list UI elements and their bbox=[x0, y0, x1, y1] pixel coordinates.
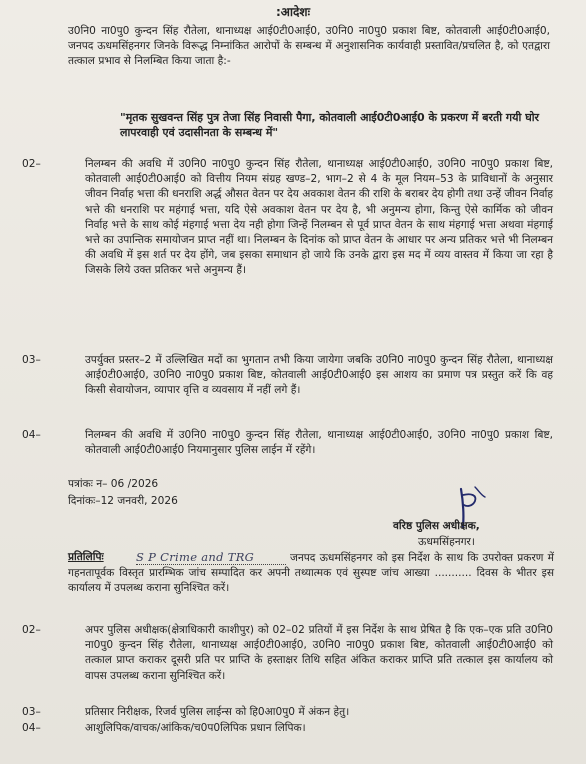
signatory-district: ऊधमसिंहनगर। bbox=[418, 536, 475, 548]
section-text: उपर्युक्त प्रस्तर–2 में उल्लिखित मदों का भुगतान तभी किया जायेगा जबकि उ0नि0 ना0पु0 कुन्दन सिंह रौतेला, थानाध्यक्ष आई0टी0आई0, उ0नि0 ना0पु0 प्रकाश बिष्ट, कोतवाली आई0टी0आई0 इस आशय का प्रमाण पत्र प्रस्तुत करें कि वह किसी सेवायोजन, व्यापार वृत्ति व व्यवसाय में नहीं लगे हैं। bbox=[85, 354, 553, 397]
section-number: 02– bbox=[22, 158, 41, 170]
copy-item-text: आशुलिपिक/वाचक/आंकिक/च0प0लिपिक प्रधान लिपिक। bbox=[85, 722, 306, 734]
copy-item-number: 02– bbox=[22, 624, 41, 636]
copy-item-number: 03– bbox=[22, 706, 41, 718]
order-title: :आदेशः bbox=[275, 5, 311, 19]
order-date: दिनांकः–12 जनवरी, 2026 bbox=[68, 495, 178, 507]
copy-item-text: प्रतिसार निरीक्षक, रिजर्व पुलिस लाईन्स को हि0आ0पु0 में अंकन हेतु। bbox=[85, 706, 350, 718]
copy-heading: प्रतिलिपिः bbox=[68, 551, 104, 563]
copy-recipient-handwritten: S P Crime and TRG bbox=[136, 550, 255, 564]
section-number: 04– bbox=[22, 429, 41, 441]
intro-paragraph: उ0नि0 ना0पु0 कुन्दन सिंह रौतेला, थानाध्यक्ष आई0टी0आई0, उ0नि0 ना0पु0 प्रकाश बिष्ट, कोतवाली आई0टी0आई0, जनपद ऊधमसिंहनगर जिनके विरूद्ध निम्नांकित आरोपों के सम्बन्ध में अनुशासनिक कार्यवाही प्रस्तावित/प्रचलित है, को एतद्वारा तत्काल प्रभाव से निलम्बित किया जाता है:- bbox=[68, 25, 550, 68]
subject-line: "मृतक सुखवन्त सिंह पुत्र तेजा सिंह निवासी पैगा, कोतवाली आई0टी0आई0 के प्रकरण में बरती गयी घोर लापरवाही एवं उदासीनता के सम्बन्ध में" bbox=[120, 111, 540, 139]
copy-item-text: अपर पुलिस अधीक्षक(क्षेत्राधिकारी काशीपुर) को 02–02 प्रतियों में इस निर्देश के साथ प्रेषित है कि एक–एक प्रति उ0नि0 ना0पु0 कुन्दन सिंह रौतेला, थानाध्यक्ष आई0टी0आई0, उ0नि0 ना0पु0 प्रकाश बिष्ट, कोतवाली आई0टी0आई0 को तत्काल प्राप्त कराकर दूसरी प्रति पर प्राप्ति के हस्ताक्षर तिथि सहित अंकित कराकर प्राप्ति प्रति तत्काल इस कार्यालय को वापस उपलब्ध कराना सुनिश्चित करें। bbox=[85, 624, 553, 682]
signatory-designation: वरिष्ठ पुलिस अधीक्षक, bbox=[393, 520, 480, 532]
section-number: 03– bbox=[22, 354, 41, 366]
section-text: निलम्बन की अवधि में उ0नि0 ना0पु0 कुन्दन सिंह रौतेला, थानाध्यक्ष आई0टी0आई0, उ0नि0 ना0पु0 प्रकाश बिष्ट, कोतवाली आई0टी0आई0 को वित्तीय नियम संग्रह खण्ड–2, भाग–2 से 4 के मूल नियम–53 के प्राविधानों के अनुसार जीवन निर्वाह भत्ता की धनराशि अर्द्ध औसत वेतन पर देय अवकाश वेतन की राशि के बराबर देय होगी तथा उन्हें जीवन निर्वाह भत्ते की धनराशि पर महंगाई भत्ता, यदि ऐसे अवकाश वेतन पर देय है, भी अनुमन्य होगा, किन्तु ऐसे कार्मिक को जीवन निर्वाह भत्ते के साथ कोई मंहगाई भत्ता देय नही होगा जिन्हें निलम्बन से पूर्व प्राप्त वेतन के साथ मंहगाई भत्ता अथवा मंहगाई भत्ते का उपान्तिक समायोजन प्राप्त नहीं था। निलम्बन के दिनांक को प्राप्त वेतन के आधार पर अन्य प्रतिकर भत्ते भी निलम्बन की अवधि में इस शर्त पर देय होंगे, जब इसका समाधान हो जाये कि उनके द्वारा इस मद में व्यय वास्तव में किया जा रहा है जिसके लिये उक्त प्रतिकर भत्ते अनुमन्य हैं। bbox=[85, 158, 553, 277]
reference-number: पत्रांकः न– 06 /2026 bbox=[68, 478, 159, 490]
copy-item-number: 04– bbox=[22, 722, 41, 734]
copy-paragraph: जनपद ऊधमसिंहनगर को इस निर्देश के साथ कि उपरोक्त प्रकरण में गहनतापूर्वक विस्तृत प्रारम्भिक जांच सम्पादित कर अपनी तथ्यात्मक एवं सुस्पष्ट जांच आख्या ........... दिवस के भीतर इस कार्यालय में उपलब्ध कराना सुनिश्चित करें। bbox=[68, 552, 554, 595]
section-text: निलम्बन की अवधि में उ0नि0 ना0पु0 कुन्दन सिंह रौतेला, थानाध्यक्ष आई0टी0आई0, उ0नि0 ना0पु0 प्रकाश बिष्ट, कोतवाली आई0टी0आई0 नियमानुसार पुलिस लाईन में रहेंगे। bbox=[85, 429, 553, 457]
